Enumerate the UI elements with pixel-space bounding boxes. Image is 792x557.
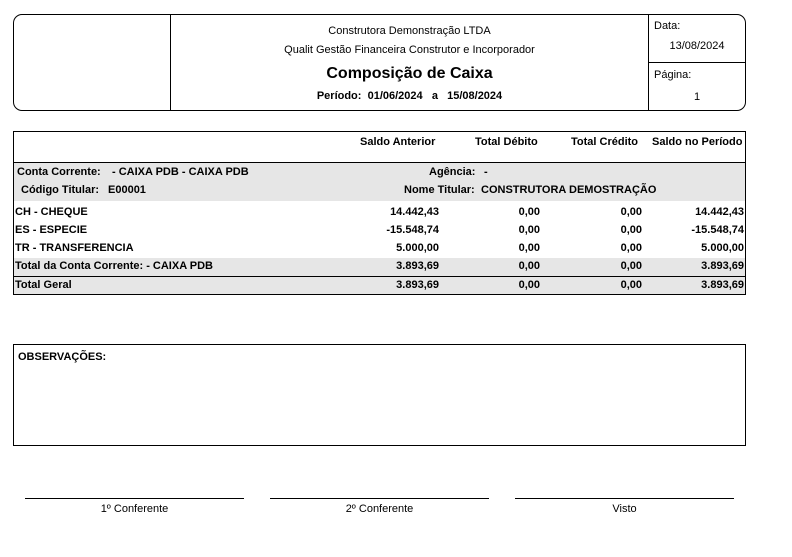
report-header bbox=[13, 14, 746, 111]
total-debito-value: 0,00 bbox=[518, 206, 540, 218]
page-label: Página: bbox=[654, 69, 692, 81]
total-debito-value: 0,00 bbox=[518, 242, 540, 254]
agencia-value: - bbox=[484, 166, 488, 178]
nome-value: CONSTRUTORA DEMOSTRAÇÃO bbox=[481, 184, 657, 196]
total-total-debito: 0,00 bbox=[518, 279, 540, 291]
agencia-label: Agência: bbox=[429, 166, 476, 178]
conta-value: - CAIXA PDB - CAIXA PDB bbox=[112, 166, 249, 178]
period-separator: a bbox=[431, 90, 438, 102]
saldo-anterior-value: -15.548,74 bbox=[386, 224, 439, 236]
period-end: 15/08/2024 bbox=[447, 90, 503, 102]
date-value: 13/08/2024 bbox=[669, 40, 725, 52]
subtotal-saldo-anterior: 3.893,69 bbox=[396, 260, 439, 272]
subtotal-saldo-periodo: 3.893,69 bbox=[701, 260, 744, 272]
row-label: CH - CHEQUE bbox=[15, 206, 88, 218]
col-saldo-anterior: Saldo Anterior bbox=[360, 136, 436, 148]
date-label: Data: bbox=[654, 20, 681, 32]
signature-label-2: 2º Conferente bbox=[345, 503, 414, 515]
subtotal-total-credito: 0,00 bbox=[620, 260, 642, 272]
cash-composition-table bbox=[13, 131, 746, 295]
row-label: ES - ESPECIE bbox=[15, 224, 88, 236]
total-saldo-anterior: 3.893,69 bbox=[396, 279, 439, 291]
saldo-anterior-value: 5.000,00 bbox=[396, 242, 439, 254]
col-total-debito: Total Débito bbox=[475, 136, 538, 148]
period-start: 01/06/2024 bbox=[367, 90, 423, 102]
nome-label: Nome Titular: bbox=[404, 184, 475, 196]
total-label: Total Geral bbox=[15, 279, 72, 291]
conta-label: Conta Corrente: bbox=[17, 166, 101, 178]
total-credito-value: 0,00 bbox=[620, 224, 642, 236]
header-center bbox=[171, 15, 649, 110]
total-saldo-periodo: 3.893,69 bbox=[701, 279, 744, 291]
subtotal-label: Total da Conta Corrente: - CAIXA PDB bbox=[15, 260, 214, 272]
saldo-periodo-value: 5.000,00 bbox=[701, 242, 744, 254]
subtotal-total-debito: 0,00 bbox=[518, 260, 540, 272]
company-name: Construtora Demonstração LTDA bbox=[328, 25, 491, 37]
date-cell bbox=[649, 15, 745, 63]
saldo-anterior-value: 14.442,43 bbox=[390, 206, 439, 218]
signature-line-3 bbox=[515, 498, 734, 499]
row-label: TR - TRANSFERENCIA bbox=[15, 242, 134, 254]
logo-area bbox=[14, 15, 171, 110]
period-label: Período: bbox=[316, 90, 362, 102]
observations-label: OBSERVAÇÕES: bbox=[18, 351, 107, 363]
page-value: 1 bbox=[693, 91, 701, 103]
col-saldo-periodo: Saldo no Período bbox=[652, 136, 743, 148]
signature-line-1 bbox=[25, 498, 244, 499]
codigo-label: Código Titular: bbox=[21, 184, 100, 196]
total-credito-value: 0,00 bbox=[620, 242, 642, 254]
total-credito-value: 0,00 bbox=[620, 206, 642, 218]
report-period bbox=[171, 90, 648, 102]
codigo-value: E00001 bbox=[108, 184, 146, 196]
total-total-credito: 0,00 bbox=[620, 279, 642, 291]
saldo-periodo-value: -15.548,74 bbox=[691, 224, 744, 236]
saldo-periodo-value: 14.442,43 bbox=[695, 206, 744, 218]
signature-label-3: Visto bbox=[612, 503, 637, 515]
total-debito-value: 0,00 bbox=[518, 224, 540, 236]
signature-line-2 bbox=[270, 498, 489, 499]
system-name: Qualit Gestão Financeira Construtor e Incorporador bbox=[284, 44, 535, 56]
col-total-credito: Total Crédito bbox=[571, 136, 639, 148]
signature-label-1: 1º Conferente bbox=[100, 503, 169, 515]
report-title: Composição de Caixa bbox=[326, 65, 493, 82]
header-right bbox=[649, 15, 745, 110]
observations-box bbox=[13, 344, 746, 446]
